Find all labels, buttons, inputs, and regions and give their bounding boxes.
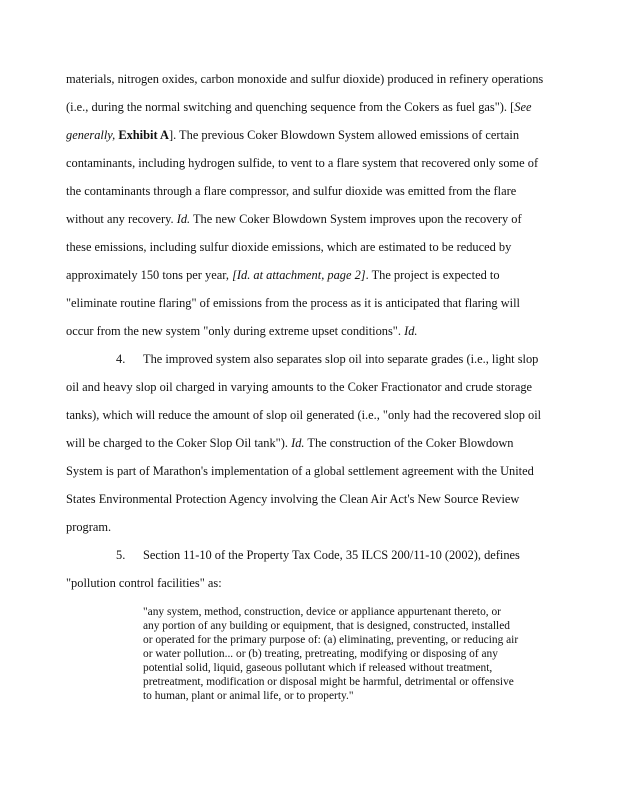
line-text: (i.e., during the normal switching and quenching sequence from the Cokers as fuel gas").	[66, 100, 508, 114]
body-line: these emissions, including sulfur dioxide emissions, which are estimated to be reduced by	[66, 240, 512, 254]
quote-line: or operated for the primary purpose of: (a) eliminating, preventing, or reducing air	[143, 634, 519, 646]
citation-see: See	[514, 100, 532, 114]
line-text: The new Coker Blowdown System improves upon the recovery of	[192, 212, 522, 226]
body-line: program.	[66, 520, 112, 534]
paragraph-number: 5.	[116, 548, 126, 562]
quote-line: to human, plant or animal life, or to property."	[143, 690, 354, 702]
body-line	[66, 100, 556, 114]
line-text: The improved system also separates slop oil into separate grades (i.e., light slop	[143, 352, 539, 366]
exhibit-reference: Exhibit A	[118, 128, 169, 142]
line-text: will be charged to the Coker Slop Oil tank").	[66, 436, 288, 450]
body-line	[66, 128, 556, 142]
body-line: oil and heavy slop oil charged in varying amounts to the Coker Fractionator and crude storage	[66, 380, 533, 394]
body-line: "pollution control facilities" as:	[66, 576, 222, 590]
body-line: contaminants, including hydrogen sulfide, to vent to a flare system that recovered only some of	[66, 156, 539, 170]
body-line: tanks), which will reduce the amount of slop oil generated (i.e., "only had the recovered slop oil	[66, 408, 542, 422]
body-line: System is part of Marathon's implementation of a global settlement agreement with the United	[66, 464, 534, 478]
line-text: . The project is expected to	[365, 268, 500, 282]
line-text: ]. The previous Coker Blowdown System allowed emissions of certain	[168, 128, 520, 142]
quote-line: or water pollution... or (b) treating, pretreating, modifying or disposing of any	[143, 648, 498, 660]
quote-line: pretreatment, modification or disposal might be harmful, detrimental or offensive	[143, 676, 514, 688]
citation-id: Id.	[176, 212, 191, 226]
line-text: without any recovery.	[66, 212, 174, 226]
line-text: approximately 150 tons per year,	[66, 268, 229, 282]
quote-line: any portion of any building or equipment, that is designed, constructed, installed	[143, 620, 510, 632]
line-text: Section 11-10 of the Property Tax Code, 35 ILCS 200/11-10 (2002), defines	[143, 548, 520, 562]
body-line: "eliminate routine flaring" of emissions from the process as it is anticipated that flaring will	[66, 296, 521, 310]
body-line	[66, 324, 556, 338]
quote-line: potential solid, liquid, gaseous pollutant which if released without treatment,	[143, 662, 493, 674]
line-text: occur from the new system "only during extreme upset conditions".	[66, 324, 401, 338]
body-line: the contaminants through a flare compressor, and sulfur dioxide was emitted from the flare	[66, 184, 517, 198]
body-line: materials, nitrogen oxides, carbon monoxide and sulfur dioxide) produced in refinery operations	[66, 72, 544, 86]
body-line: States Environmental Protection Agency involving the Clean Air Act's New Source Review	[66, 492, 520, 506]
citation-generally: generally,	[66, 128, 116, 142]
line-text: The construction of the Coker Blowdown	[307, 436, 514, 450]
citation-bracket: [	[510, 100, 515, 114]
body-line	[66, 436, 556, 450]
citation-id: Id.	[404, 324, 418, 338]
body-line	[66, 268, 556, 282]
quote-line: "any system, method, construction, device or appliance appurtenant thereto, or	[143, 606, 501, 618]
citation-attachment: [Id. at attachment, page 2]	[232, 268, 366, 282]
paragraph-number: 4.	[116, 352, 126, 366]
body-line	[66, 212, 556, 226]
citation-id: Id.	[291, 436, 305, 450]
